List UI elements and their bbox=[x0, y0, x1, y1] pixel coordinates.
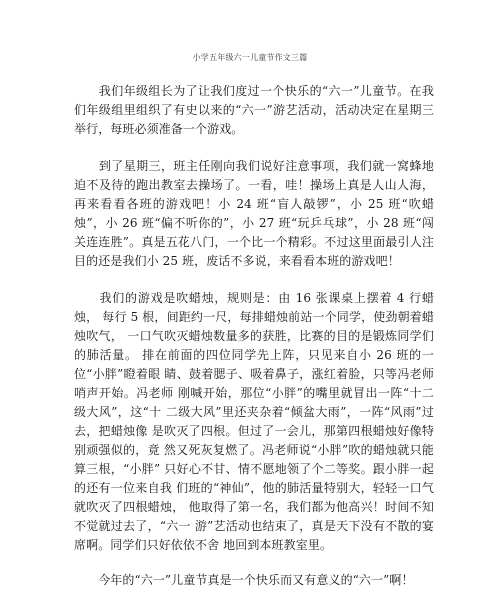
paragraph-1: 我们年级组长为了让我们度过一个快乐的“六一”儿童节。在我们年级组里组织了有史以来的“六一”游艺活动，活动决定在星期三举行，每班必须准备一个游戏。 bbox=[74, 84, 434, 136]
document-title: 小学五年级六一儿童节作文三篇 bbox=[192, 53, 308, 62]
paragraph-4: 今年的“六一”儿童节真是一个快乐而又有意义的“六一”啊！ bbox=[74, 573, 414, 587]
paragraph-3: 我们的游戏是吹蜡烛，规则是：由 16 张课桌上摆着 4 行蜡烛， 每行 5 根，间距约一尺，每排蜡烛前站一个同学，使劲朝着蜡烛吹气， 一口气吹灭蜡烛数量多的获胜，比赛的目的是锻炼同学们的肺活量。 排在前面的四位同学先上阵，只见来自小 26 班的一位“小胖”瞪着眼 睛、鼓着腮子、吸着鼻子，涨红着脸，只等冯老师哨声开始。冯老师 刚喊开始，那位“小胖”的嘴里就冒出一阵“十二级大风”，这“十 二级大风”里还夹杂着“倾盆大雨”，一阵“风雨”过去，把蜡烛像 是吹灭了四根。但过了一会儿，那第四根蜡烛好像特别顽强似的，竟 然又死灰复燃了。冯老师说“小胖”吹的蜡烛就只能算三根，“小胖” 只好心不甘、情不愿地领了个二等奖。跟小胖一起的还有一位来自我 们班的“神仙”，他的肺活量特别大，轻轻一口气就吹灭了四根蜡烛， 他取得了第一名，我们都为他高兴！时间不知不觉就过去了，“六一 游”艺活动也结束了，真是天下没有不散的宴席啊。同学们只好依依不舍 地回到本班教室里。 bbox=[74, 291, 434, 552]
document-body bbox=[74, 82, 434, 590]
paragraph-2: 到了星期三，班主任刚向我们说好注意事项，我们就一窝蜂地迫不及待的跑出教室去操场了。一看，哇！操场上真是人山人海，再来看看各班的游戏吧！小 24 班“盲人敲锣”，小 25 班“吹蜡烛”，小 26 班“偏不听你的”，小 27 班“玩乒乓球”，小 28 班“闯关连连胜”。真是五花八门，一个比一个精彩。不过这里面最引人注目的还是我们小 25 班，废话不多说，来看看本班的游戏吧！ bbox=[74, 159, 434, 268]
